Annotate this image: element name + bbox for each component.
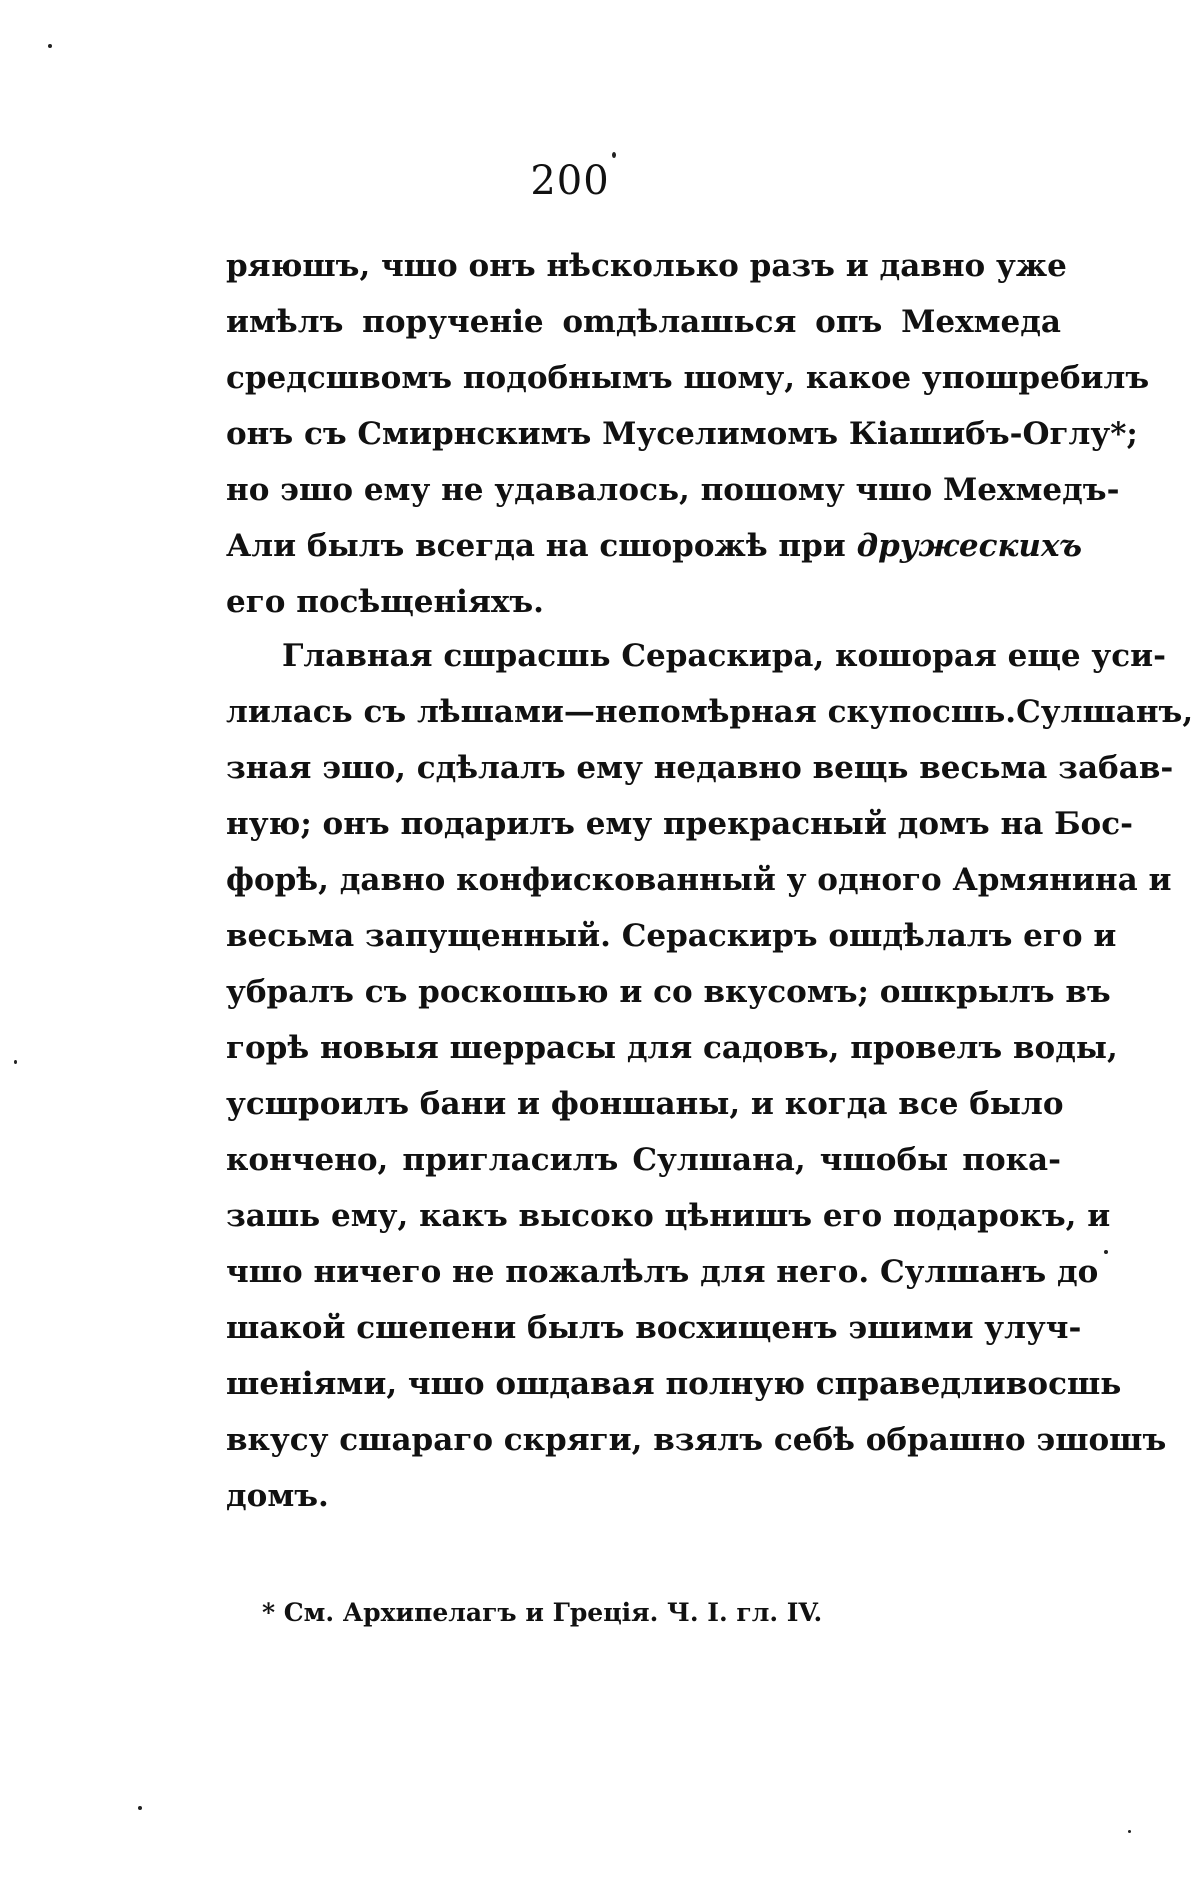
- text-line: форѣ, давно конфискованный у одного Армянина и: [226, 862, 1172, 898]
- text-line: но эшо ему не удавалось, пошому чшо Мехмедъ-: [226, 472, 1120, 508]
- text-line-start: Али былъ всегда на сшорожѣ при: [226, 528, 857, 564]
- text-line: средсшвомъ подобнымъ шому, какое упошребилъ: [226, 360, 1150, 396]
- scan-speck: [14, 1060, 17, 1064]
- scan-speck: [1128, 1830, 1131, 1833]
- text-line: домъ.: [226, 1478, 329, 1514]
- paragraph-2: [226, 628, 1193, 1524]
- text-line: шакой сшепени былъ восхищенъ эшими улуч-: [226, 1310, 1082, 1346]
- page-number: 200: [530, 158, 610, 204]
- text-line: онъ съ Смирнскимъ Муселимомъ Кіашибъ-Оглу*;: [226, 416, 1138, 452]
- scan-speck: [612, 152, 616, 158]
- italic-word: дружескихъ: [856, 528, 1082, 564]
- text-line: лилась съ лѣшами—непомѣрная скупосшь.Сулшанъ,: [226, 694, 1193, 730]
- text-line: чшо ничего не пожалѣлъ для него. Сулшанъ до: [226, 1254, 1099, 1290]
- text-line: весьма запущенный. Сераскиръ ошдѣлалъ его и: [226, 918, 1117, 954]
- text-line: вкусу сшараго скряги, взялъ себѣ обрашно эшошъ: [226, 1422, 1167, 1458]
- text-line: убралъ съ роскошью и со вкусомъ; ошкрылъ въ: [226, 974, 1111, 1010]
- text-line: имѣлъ порученіе оmдѣлашься опъ Мехмеда: [226, 304, 1061, 340]
- text-line: зная эшо, сдѣлалъ ему недавно вещь весьма забав-: [226, 750, 1174, 786]
- text-line: ную; онъ подарилъ ему прекрасный домъ на Бос-: [226, 806, 1133, 842]
- text-line: усшроилъ бани и фоншаны, и когда все было: [226, 1086, 1064, 1122]
- text-line: Главная сшрасшь Сераскира, кошорая еще уси-: [282, 638, 1166, 674]
- text-line-with-italic: [226, 518, 1082, 574]
- footnote: * См. Архипелагъ и Греція. Ч. I. гл. IV.: [262, 1598, 823, 1627]
- text-line: кончено, пригласилъ Сулшана, чшобы пока-: [226, 1142, 1061, 1178]
- scan-speck: [1104, 1250, 1108, 1254]
- text-line: шеніями, чшо ошдавая полную справедливосшь: [226, 1366, 1122, 1402]
- text-line: зашь ему, какъ высоко цѣнишъ его подарокъ, и: [226, 1198, 1111, 1234]
- scan-speck: [48, 44, 52, 48]
- text-line: его посѣщеніяхъ.: [226, 584, 544, 620]
- scan-speck: [138, 1806, 142, 1810]
- paragraph-1: [226, 238, 1150, 630]
- text-line: горѣ новыя шеррасы для садовъ, провелъ воды,: [226, 1030, 1118, 1066]
- text-line: ряюшъ, чшо онъ нѣсколько разъ и давно уже: [226, 248, 1067, 284]
